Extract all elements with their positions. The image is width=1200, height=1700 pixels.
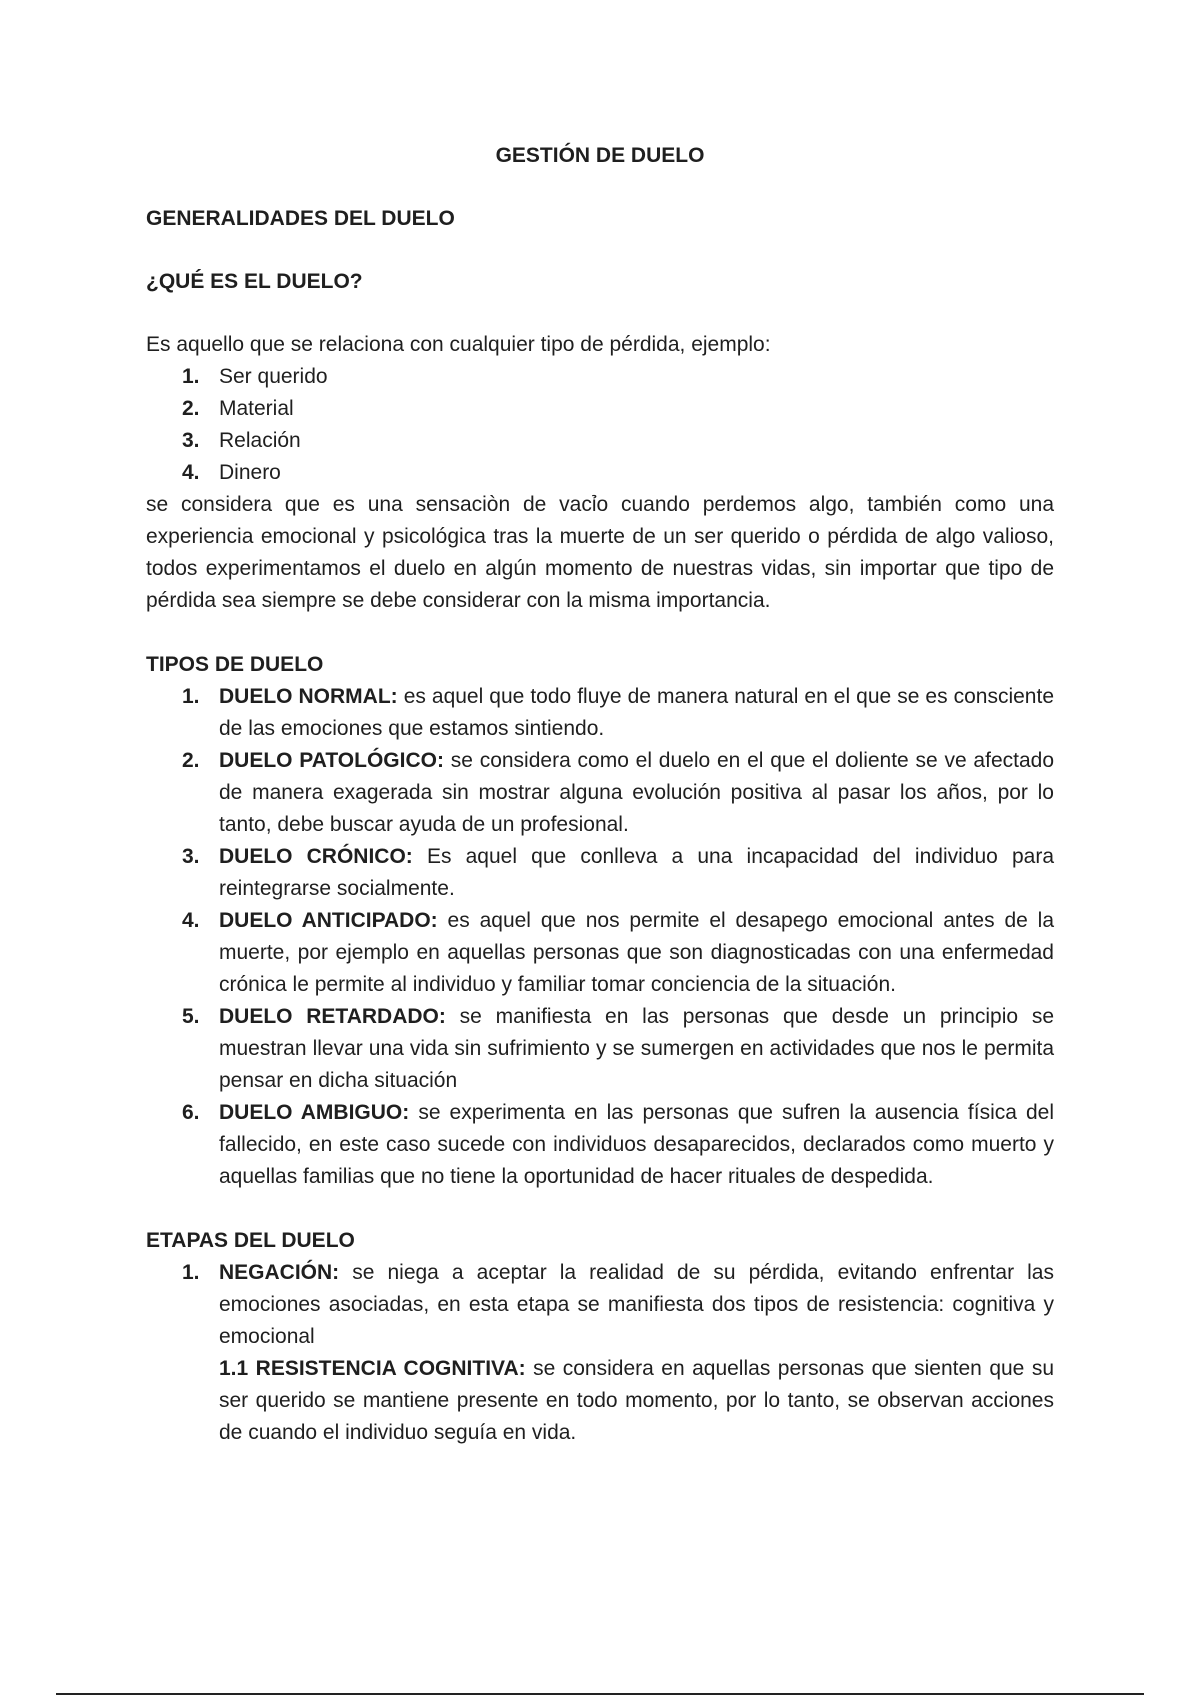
- section-heading-tipos: TIPOS DE DUELO: [146, 653, 324, 676]
- intro-paragraph: Es aquello que se relaciona con cualquier tipo de pérdida, ejemplo:: [146, 333, 771, 356]
- term-description: se niega a aceptar la realidad de su pérdida, evitando enfrentar las emociones asociadas, en esta etapa se manifiesta dos tipos de resistencia: cognitiva y emocional: [219, 1261, 1054, 1348]
- document-page: [146, 140, 1054, 1449]
- term-label: DUELO ANTICIPADO:: [219, 909, 438, 932]
- list-number: 2.: [182, 749, 200, 772]
- list-number: 4.: [182, 461, 200, 484]
- term-label: DUELO AMBIGUO:: [219, 1101, 410, 1124]
- loss-types-list: [146, 361, 1054, 489]
- term-description: es aquel que todo fluye de manera natural en el que se es consciente de las emociones que estamos sintiendo.: [219, 685, 1055, 740]
- term-description: se manifiesta en las personas que desde un principio se muestran llevar una vida sin sufrimiento y se sumergen en actividades que nos le permita pensar en dicha situación: [219, 1005, 1055, 1092]
- term-description: se considera como el duelo en el que el doliente se ve afectado de manera exagerada sin mostrar alguna evolución positiva al pasar los años, por lo tanto, debe buscar ayuda de un profesional.: [219, 749, 1055, 836]
- document-title: GESTIÓN DE DUELO: [495, 144, 705, 167]
- term-label: DUELO CRÓNICO:: [219, 845, 413, 868]
- grief-types-list: [146, 681, 1054, 1193]
- sub-term-label: 1.1 RESISTENCIA COGNITIVA:: [219, 1357, 526, 1380]
- list-item-text: Relación: [219, 429, 301, 452]
- term-description: se experimenta en las personas que sufren la ausencia física del fallecido, en este caso sucede con individuos desaparecidos, declarados como muerto y aquellas familias que no tiene la oportunidad de hacer rituales de despedida.: [219, 1101, 1055, 1188]
- list-number: 3.: [182, 429, 200, 452]
- list-number: 4.: [182, 909, 200, 932]
- term-label: DUELO RETARDADO:: [219, 1005, 446, 1028]
- list-item-text: Ser querido: [219, 365, 328, 388]
- list-item: [146, 1001, 1054, 1097]
- list-item: [146, 841, 1054, 905]
- list-item-text: Dinero: [219, 461, 281, 484]
- list-number: 1.: [182, 685, 200, 708]
- list-item: [146, 681, 1054, 745]
- term-label: DUELO PATOLÓGICO:: [219, 749, 444, 772]
- list-item: [146, 745, 1054, 841]
- list-number: 2.: [182, 397, 200, 420]
- list-item: [146, 905, 1054, 1001]
- definition-paragraph: se considera que es una sensaciòn de vacỉo cuando perdemos algo, también como una experiencia emocional y psicológica tras la muerte de un ser querido o pérdida de algo valioso, todos experimentamos el duelo en algún momento de nuestras vidas, sin importar que tipo de pérdida sea siempre se debe considerar con la misma importancia.: [146, 493, 1054, 612]
- list-number: 5.: [182, 1005, 200, 1028]
- term-description: Es aquel que conlleva a una incapacidad del individuo para reintegrarse socialmente.: [219, 845, 1054, 900]
- section-heading-que-es: ¿QUÉ ES EL DUELO?: [146, 270, 363, 293]
- list-number: 3.: [182, 845, 200, 868]
- list-item: [146, 393, 1054, 425]
- sub-item: [219, 1353, 1054, 1449]
- list-item: [146, 361, 1054, 393]
- list-number: 1.: [182, 365, 200, 388]
- list-item: [146, 1257, 1054, 1449]
- list-number: 1.: [182, 1261, 200, 1284]
- grief-stages-list: [146, 1257, 1054, 1449]
- page-divider: [56, 1693, 1144, 1695]
- list-item-text: Material: [219, 397, 294, 420]
- term-label: DUELO NORMAL:: [219, 685, 398, 708]
- term-label: NEGACIÓN:: [219, 1261, 340, 1284]
- list-item: [146, 457, 1054, 489]
- list-number: 6.: [182, 1101, 200, 1124]
- section-heading-generalidades: GENERALIDADES DEL DUELO: [146, 207, 455, 230]
- list-item: [146, 425, 1054, 457]
- term-description: es aquel que nos permite el desapego emocional antes de la muerte, por ejemplo en aquellas personas que son diagnosticadas con una enfermedad crónica le permite al individuo y familiar tomar conciencia de la situación.: [219, 909, 1055, 996]
- sub-term-description: se considera en aquellas personas que sienten que su ser querido se mantiene presente en todo momento, por lo tanto, se observan acciones de cuando el individuo seguía en vida.: [219, 1357, 1054, 1444]
- section-heading-etapas: ETAPAS DEL DUELO: [146, 1229, 355, 1252]
- list-item: [146, 1097, 1054, 1193]
